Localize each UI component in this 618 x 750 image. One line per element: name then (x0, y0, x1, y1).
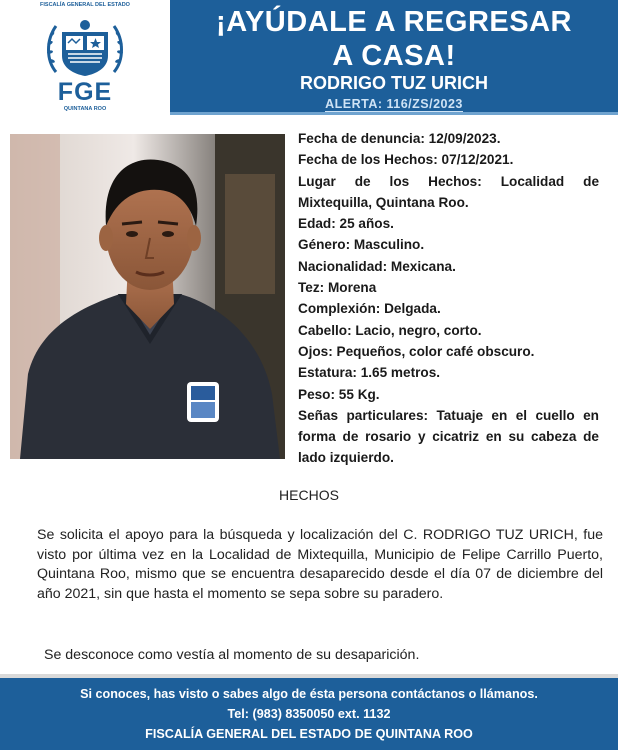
hechos-title: HECHOS (279, 487, 339, 503)
headline-line1: ¡AYÚDALE A REGRESAR (216, 6, 572, 38)
logo-top-text: FISCALÍA GENERAL DEL ESTADO (40, 2, 130, 8)
detail-height: Estatura: 1.65 metros. (298, 365, 441, 381)
hechos-paragraph-1: Se solicita el apoyo para la búsqueda y localización del C. RODRIGO TUZ URICH, fue visto por última vez en la Localidad de Mixtequilla, Municipio de Felipe Carrillo Puerto, Quintana Roo, mismo que se encuentra desaparecido desde el día 07 de diciembre del año 2021, sin que hasta el momento se sepa sobre su paradero. (37, 527, 603, 602)
alert-number-text: ALERTA: 116/ZS/2023 (325, 97, 463, 111)
detail-eyes: Ojos: Pequeños, color café obscuro. (298, 343, 535, 359)
alert-number (170, 97, 618, 111)
footer-phone: Tel: (983) 8350050 ext. 1132 (227, 707, 391, 721)
fge-logo (30, 2, 140, 118)
detail-weight: Peso: 55 Kg. (298, 386, 380, 402)
detail-distinguishing-marks: Señas particulares: Tatuaje en el cuello en forma de rosario y cicatriz en su cabeza de lado izquierdo. (298, 407, 599, 466)
person-details (298, 128, 599, 469)
detail-build: Complexión: Delgada. (298, 301, 441, 317)
detail-nationality: Nacionalidad: Mexicana. (298, 258, 456, 274)
detail-gender: Género: Masculino. (298, 237, 425, 253)
detail-hair: Cabello: Lacio, negro, corto. (298, 322, 482, 338)
detail-event-place: Lugar de los Hechos: Localidad de Mixtequilla, Quintana Roo. (298, 173, 599, 210)
logo-bottom-text: QUINTANA ROO (63, 106, 107, 112)
footer-contact-text: Si conoces, has visto o sabes algo de ésta persona contáctanos o llámanos. (80, 687, 538, 701)
detail-age: Edad: 25 años. (298, 216, 394, 232)
logo-acronym: FGE (57, 78, 113, 106)
detail-report-date: Fecha de denuncia: 12/09/2023. (298, 131, 501, 146)
missing-person-name: RODRIGO TUZ URICH (300, 73, 488, 93)
headline-line2: A CASA! (332, 40, 456, 72)
detail-event-date: Fecha de los Hechos: 07/12/2021. (298, 152, 514, 168)
hechos-paragraph-2: Se desconoce como vestía al momento de su desaparición. (44, 647, 420, 663)
state-coat-of-arms-icon (44, 16, 126, 78)
header-underline (170, 112, 618, 115)
person-photo (10, 134, 285, 459)
footer-institution: FISCALÍA GENERAL DEL ESTADO DE QUINTANA ROO (145, 727, 473, 741)
detail-complexion-tone: Tez: Morena (298, 280, 377, 296)
